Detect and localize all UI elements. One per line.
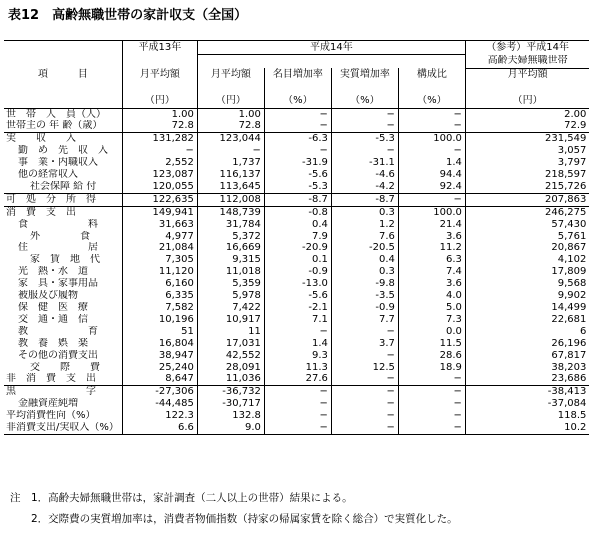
cell-h13: 6.6 bbox=[122, 422, 197, 434]
cell-ref: 218,597 bbox=[465, 169, 589, 181]
cell-ref: 9,568 bbox=[465, 278, 589, 290]
cell-h14: -36,732 bbox=[197, 386, 264, 398]
cell-h14: 1.00 bbox=[197, 108, 264, 120]
table-row bbox=[4, 326, 589, 338]
cell-h14: 5,372 bbox=[197, 231, 264, 243]
cell-nominal: 0.4 bbox=[264, 219, 331, 231]
table-row bbox=[4, 422, 589, 434]
row-label: 他の経常収入 bbox=[18, 169, 78, 181]
cell-ref: 72.9 bbox=[465, 120, 589, 132]
cell-ref: 26,196 bbox=[465, 338, 589, 350]
table-row bbox=[4, 181, 589, 193]
row-label: 交 通・通 信 bbox=[18, 313, 88, 325]
cell-nominal: − bbox=[264, 410, 331, 422]
table-row bbox=[4, 410, 589, 422]
table-row bbox=[4, 254, 589, 266]
cell-nominal: -0.9 bbox=[264, 266, 331, 278]
cell-h13: 51 bbox=[122, 326, 197, 338]
unit-nominal: （%） bbox=[264, 95, 331, 109]
row-label: 被服及び履物 bbox=[18, 290, 78, 302]
unit-ref: （円） bbox=[465, 95, 589, 109]
household-budget-table bbox=[4, 40, 589, 435]
table-row bbox=[4, 278, 589, 290]
cell-ratio: 21.4 bbox=[398, 219, 465, 231]
cell-h14: 11 bbox=[197, 326, 264, 338]
table-row bbox=[4, 120, 589, 132]
row-label: 実 収 入 bbox=[4, 133, 122, 145]
cell-nominal: 1.4 bbox=[264, 338, 331, 350]
note-1: 注 1．高齢夫婦無職世帯は，家計調査（二人以上の世帯）結果による。 bbox=[10, 492, 353, 504]
table-row bbox=[4, 231, 589, 243]
row-label: 住 居 bbox=[18, 242, 98, 254]
table-row bbox=[4, 242, 589, 254]
row-label: 可 処 分 所 得 bbox=[4, 193, 122, 206]
table-row bbox=[4, 266, 589, 278]
cell-h13: 21,084 bbox=[122, 242, 197, 254]
cell-h13: 122,635 bbox=[122, 193, 197, 206]
cell-h13: 149,941 bbox=[122, 206, 197, 218]
table-row bbox=[4, 206, 589, 218]
cell-nominal: -13.0 bbox=[264, 278, 331, 290]
cell-nominal: -20.9 bbox=[264, 242, 331, 254]
unit-real: （%） bbox=[331, 95, 398, 109]
cell-ratio: − bbox=[398, 145, 465, 157]
notes bbox=[10, 488, 458, 530]
cell-real: − bbox=[331, 350, 398, 362]
row-label: 世 帯 人 員（人） bbox=[6, 108, 106, 120]
cell-nominal: − bbox=[264, 386, 331, 398]
cell-real: 0.3 bbox=[331, 266, 398, 278]
cell-ratio: − bbox=[398, 422, 465, 434]
cell-real: − bbox=[331, 398, 398, 410]
header-h14-monthly: 月平均額 bbox=[197, 68, 264, 82]
cell-ratio: 7.4 bbox=[398, 266, 465, 278]
cell-h14: 10,917 bbox=[197, 314, 264, 326]
cell-ratio: 3.6 bbox=[398, 231, 465, 243]
header-ref-monthly: 月平均額 bbox=[465, 68, 589, 82]
cell-ratio: − bbox=[398, 410, 465, 422]
row-label: 世帯主の 年 齢（歳） bbox=[6, 120, 103, 132]
cell-ratio: 7.3 bbox=[398, 314, 465, 326]
cell-nominal: -5.6 bbox=[264, 169, 331, 181]
cell-h13: 131,282 bbox=[122, 133, 197, 145]
cell-ref: 23,686 bbox=[465, 373, 589, 385]
cell-ratio: 11.2 bbox=[398, 242, 465, 254]
cell-ratio: − bbox=[398, 398, 465, 410]
cell-h13: 16,804 bbox=[122, 338, 197, 350]
cell-h14: 16,669 bbox=[197, 242, 264, 254]
header-h14: 平成14年 bbox=[197, 41, 465, 55]
cell-h13: 2,552 bbox=[122, 157, 197, 169]
cell-ref: 118.5 bbox=[465, 410, 589, 422]
cell-real: − bbox=[331, 422, 398, 434]
cell-real: − bbox=[331, 120, 398, 132]
cell-h13: 6,160 bbox=[122, 278, 197, 290]
cell-ref: 5,761 bbox=[465, 231, 589, 243]
cell-nominal: -5.3 bbox=[264, 181, 331, 193]
cell-h14: 123,044 bbox=[197, 133, 264, 145]
cell-h14: 5,978 bbox=[197, 290, 264, 302]
cell-nominal: 7.1 bbox=[264, 314, 331, 326]
table-header bbox=[4, 41, 589, 109]
cell-real: − bbox=[331, 410, 398, 422]
cell-nominal: − bbox=[264, 108, 331, 120]
cell-nominal: − bbox=[264, 398, 331, 410]
header-ref-sub: 高齢夫婦無職世帯 bbox=[465, 55, 589, 69]
cell-h14: − bbox=[197, 145, 264, 157]
cell-real: -4.2 bbox=[331, 181, 398, 193]
cell-h13: 25,240 bbox=[122, 362, 197, 374]
cell-h14: 1,737 bbox=[197, 157, 264, 169]
cell-h14: 31,784 bbox=[197, 219, 264, 231]
cell-ratio: − bbox=[398, 108, 465, 120]
cell-ratio: 0.0 bbox=[398, 326, 465, 338]
cell-h13: 120,055 bbox=[122, 181, 197, 193]
cell-h14: 112,008 bbox=[197, 193, 264, 206]
cell-ratio: 100.0 bbox=[398, 133, 465, 145]
cell-h13: 6,335 bbox=[122, 290, 197, 302]
cell-real: 12.5 bbox=[331, 362, 398, 374]
cell-h14: 17,031 bbox=[197, 338, 264, 350]
unit-h13: （円） bbox=[122, 95, 197, 109]
cell-nominal: − bbox=[264, 120, 331, 132]
cell-real: − bbox=[331, 145, 398, 157]
cell-ratio: − bbox=[398, 120, 465, 132]
row-label: 家 具・家事用品 bbox=[18, 278, 98, 290]
cell-ratio: 11.5 bbox=[398, 338, 465, 350]
unit-ratio: （%） bbox=[398, 95, 465, 109]
cell-h13: 122.3 bbox=[122, 410, 197, 422]
cell-h13: − bbox=[122, 145, 197, 157]
cell-nominal: 27.6 bbox=[264, 373, 331, 385]
cell-real: -3.5 bbox=[331, 290, 398, 302]
cell-h13: 11,120 bbox=[122, 266, 197, 278]
header-h13-monthly: 月平均額 bbox=[122, 68, 197, 82]
cell-ref: -38,413 bbox=[465, 386, 589, 398]
cell-ratio: 3.6 bbox=[398, 278, 465, 290]
cell-h14: 11,036 bbox=[197, 373, 264, 385]
cell-h13: 7,582 bbox=[122, 302, 197, 314]
row-label: 教 育 bbox=[18, 325, 98, 337]
table-row bbox=[4, 398, 589, 410]
cell-h14: 9,315 bbox=[197, 254, 264, 266]
table-row bbox=[4, 373, 589, 385]
cell-ratio: 5.0 bbox=[398, 302, 465, 314]
cell-h14: 72.8 bbox=[197, 120, 264, 132]
row-label: 黒 字 bbox=[4, 386, 122, 398]
cell-h14: 116,137 bbox=[197, 169, 264, 181]
table-row bbox=[4, 108, 589, 120]
table-row bbox=[4, 362, 589, 374]
cell-ref: 20,867 bbox=[465, 242, 589, 254]
cell-ref: 14,499 bbox=[465, 302, 589, 314]
cell-real: 0.3 bbox=[331, 206, 398, 218]
table-row bbox=[4, 338, 589, 350]
row-label: 教 養 娯 楽 bbox=[18, 337, 88, 349]
cell-h14: 113,645 bbox=[197, 181, 264, 193]
table-row bbox=[4, 193, 589, 206]
cell-h13: 7,305 bbox=[122, 254, 197, 266]
table-row bbox=[4, 314, 589, 326]
row-label: 事 業・内職収入 bbox=[18, 157, 98, 169]
cell-h14: 9.0 bbox=[197, 422, 264, 434]
cell-nominal: − bbox=[264, 326, 331, 338]
cell-h14: 42,552 bbox=[197, 350, 264, 362]
row-label: その他の消費支出 bbox=[18, 349, 98, 361]
cell-h13: -44,485 bbox=[122, 398, 197, 410]
table-body bbox=[4, 108, 589, 434]
cell-real: 1.2 bbox=[331, 219, 398, 231]
cell-h13: 8,647 bbox=[122, 373, 197, 385]
table-row bbox=[4, 350, 589, 362]
cell-real: -8.7 bbox=[331, 193, 398, 206]
cell-nominal: -0.8 bbox=[264, 206, 331, 218]
cell-h13: -27,306 bbox=[122, 386, 197, 398]
cell-h13: 1.00 bbox=[122, 108, 197, 120]
row-label: 消 費 支 出 bbox=[4, 206, 122, 218]
table-title: 表12 高齢無職世帯の家計収支（全国） bbox=[8, 8, 248, 23]
cell-h14: 132.8 bbox=[197, 410, 264, 422]
table-row bbox=[4, 386, 589, 398]
cell-ref: 3,797 bbox=[465, 157, 589, 169]
cell-real: -4.6 bbox=[331, 169, 398, 181]
cell-real: -31.1 bbox=[331, 157, 398, 169]
cell-real: -9.8 bbox=[331, 278, 398, 290]
row-label: 食 料 bbox=[18, 218, 98, 230]
header-ratio: 構成比 bbox=[398, 68, 465, 82]
cell-ref: 4,102 bbox=[465, 254, 589, 266]
cell-ref: 215,726 bbox=[465, 181, 589, 193]
row-label: 金融資産純増 bbox=[18, 398, 78, 410]
row-label: 家 賃 地 代 bbox=[30, 254, 100, 266]
cell-real: -0.9 bbox=[331, 302, 398, 314]
row-label: 保 健 医 療 bbox=[18, 302, 88, 313]
cell-ratio: − bbox=[398, 373, 465, 385]
cell-ref: 3,057 bbox=[465, 145, 589, 157]
cell-ref: 231,549 bbox=[465, 133, 589, 145]
header-real: 実質増加率 bbox=[331, 68, 398, 82]
row-label: 平均消費性向（%） bbox=[6, 410, 96, 422]
cell-nominal: -31.9 bbox=[264, 157, 331, 169]
cell-real: -5.3 bbox=[331, 133, 398, 145]
cell-real: 7.6 bbox=[331, 231, 398, 243]
cell-h13: 4,977 bbox=[122, 231, 197, 243]
cell-h13: 123,087 bbox=[122, 169, 197, 181]
cell-h14: 28,091 bbox=[197, 362, 264, 374]
row-label: 非 消 費 支 出 bbox=[6, 373, 96, 385]
cell-h13: 10,196 bbox=[122, 314, 197, 326]
cell-h14: 148,739 bbox=[197, 206, 264, 218]
table-row bbox=[4, 169, 589, 181]
cell-real: − bbox=[331, 108, 398, 120]
cell-real: 3.7 bbox=[331, 338, 398, 350]
cell-nominal: − bbox=[264, 422, 331, 434]
cell-ratio: 28.6 bbox=[398, 350, 465, 362]
cell-real: -20.5 bbox=[331, 242, 398, 254]
cell-ratio: 100.0 bbox=[398, 206, 465, 218]
cell-nominal: 9.3 bbox=[264, 350, 331, 362]
row-label: 社会保障 給 付 bbox=[30, 180, 97, 192]
cell-ref: 9,902 bbox=[465, 290, 589, 302]
cell-real: 7.7 bbox=[331, 314, 398, 326]
header-item: 項 目 bbox=[37, 68, 88, 80]
header-nominal: 名目増加率 bbox=[264, 68, 331, 82]
row-label: 勤 め 先 収 入 bbox=[18, 145, 108, 157]
cell-ratio: 4.0 bbox=[398, 290, 465, 302]
cell-ratio: 92.4 bbox=[398, 181, 465, 193]
cell-ratio: 18.9 bbox=[398, 362, 465, 374]
cell-h14: 7,422 bbox=[197, 302, 264, 314]
cell-h13: 31,663 bbox=[122, 219, 197, 231]
cell-ref: 207,863 bbox=[465, 193, 589, 206]
cell-ref: 10.2 bbox=[465, 422, 589, 434]
cell-nominal: − bbox=[264, 145, 331, 157]
cell-nominal: -8.7 bbox=[264, 193, 331, 206]
cell-nominal: -5.6 bbox=[264, 290, 331, 302]
table-row bbox=[4, 145, 589, 157]
cell-ref: 57,430 bbox=[465, 219, 589, 231]
cell-ratio: − bbox=[398, 193, 465, 206]
cell-h13: 38,947 bbox=[122, 350, 197, 362]
table-row bbox=[4, 290, 589, 302]
cell-ref: 38,203 bbox=[465, 362, 589, 374]
row-label: 非消費支出/実収入（%） bbox=[4, 422, 122, 434]
cell-ref: 17,809 bbox=[465, 266, 589, 278]
cell-ratio: − bbox=[398, 386, 465, 398]
cell-h14: 11,018 bbox=[197, 266, 264, 278]
cell-ref: 2.00 bbox=[465, 108, 589, 120]
cell-ratio: 94.4 bbox=[398, 169, 465, 181]
unit-h14: （円） bbox=[197, 95, 264, 109]
cell-nominal: 7.9 bbox=[264, 231, 331, 243]
header-ref: （参考）平成14年 bbox=[465, 41, 589, 55]
cell-real: 0.4 bbox=[331, 254, 398, 266]
cell-real: − bbox=[331, 386, 398, 398]
cell-h14: 5,359 bbox=[197, 278, 264, 290]
table-row bbox=[4, 157, 589, 169]
row-label: 外 食 bbox=[30, 230, 90, 242]
cell-ref: 67,817 bbox=[465, 350, 589, 362]
cell-nominal: 0.1 bbox=[264, 254, 331, 266]
table-row bbox=[4, 219, 589, 231]
cell-nominal: -6.3 bbox=[264, 133, 331, 145]
row-label: 光 熱・水 道 bbox=[18, 266, 88, 278]
table-row bbox=[4, 302, 589, 314]
cell-nominal: 11.3 bbox=[264, 362, 331, 374]
cell-ratio: 1.4 bbox=[398, 157, 465, 169]
cell-ref: 6 bbox=[465, 326, 589, 338]
cell-h13: 72.8 bbox=[122, 120, 197, 132]
cell-ref: 22,681 bbox=[465, 314, 589, 326]
cell-real: − bbox=[331, 373, 398, 385]
cell-ref: -37,084 bbox=[465, 398, 589, 410]
cell-h14: -30,717 bbox=[197, 398, 264, 410]
cell-nominal: -2.1 bbox=[264, 302, 331, 314]
cell-ref: 246,275 bbox=[465, 206, 589, 218]
row-label: 交 際 費 bbox=[30, 361, 100, 373]
table-row bbox=[4, 133, 589, 145]
cell-real: − bbox=[331, 326, 398, 338]
cell-ratio: 6.3 bbox=[398, 254, 465, 266]
header-h13: 平成13年 bbox=[122, 41, 197, 55]
note-2: 2．交際費の実質増加率は，消費者物価指数（持家の帰属家賃を除く総合）で実質化した。 bbox=[10, 513, 458, 525]
